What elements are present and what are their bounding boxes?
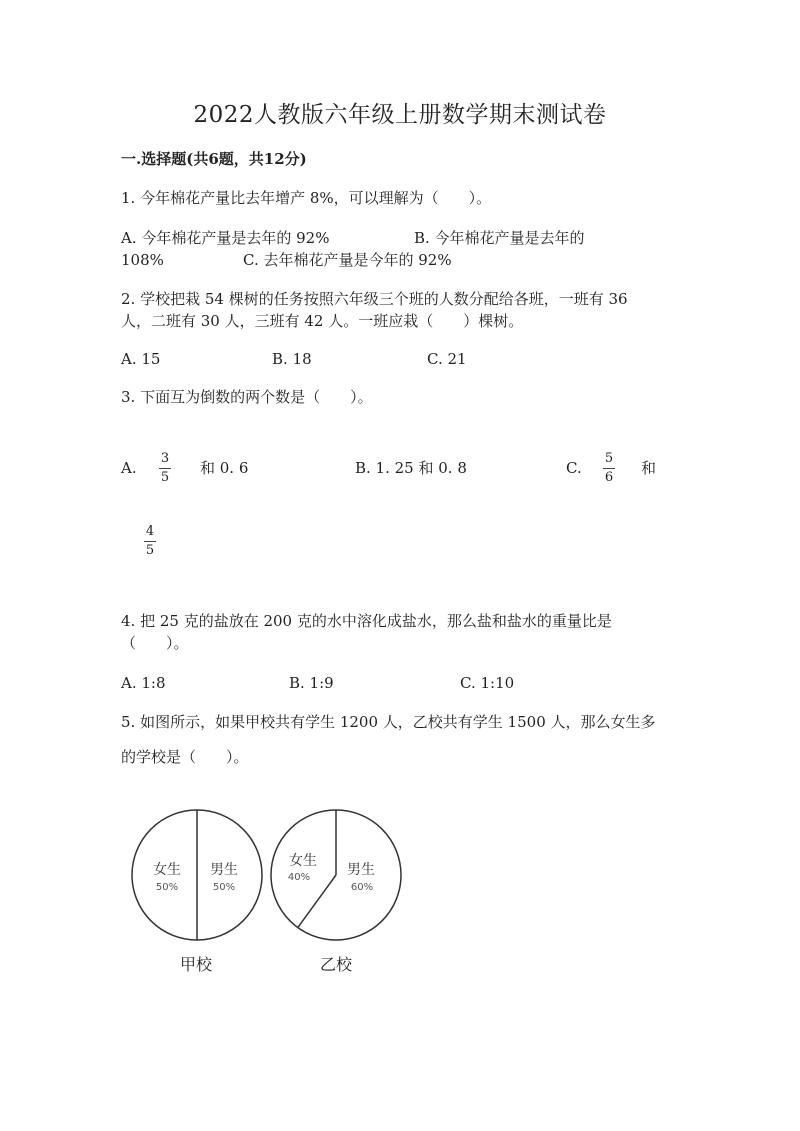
fraction-denominator: 6 [604,470,614,485]
fraction-numerator: 3 [160,451,170,466]
q1-option-c: C. 去年棉花产量是今年的 92% [243,251,452,269]
q3-option-a-label: A. [121,459,137,477]
fraction-denominator: 5 [160,470,170,485]
pie-chart-school-yi [271,810,401,974]
fraction-numerator: 5 [604,451,614,466]
q4-stem-line2: （ ）。 [121,634,189,652]
q3-option-c-label: C. [566,459,582,477]
fraction-denominator: 5 [145,543,155,558]
pie-title: 乙校 [319,955,353,974]
q3-option-b: B. 1. 25 和 0. 8 [355,459,467,477]
slice-percent-boys: 60% [350,882,374,893]
q5-stem-line1: 5. 如图所示，如果甲校共有学生 1200 人，乙校共有学生 1500 人，那么女生多 [121,713,656,731]
slice-label-girls: 女生 [289,853,317,869]
pie-chart-school-jia [132,810,262,974]
slice-percent-girls: 40% [287,872,311,883]
q4-option-b: B. 1:9 [289,674,334,692]
q3-stem: 3. 下面互为倒数的两个数是（ ）。 [121,388,373,406]
q2-option-c: C. 21 [427,350,467,368]
q4-option-a: A. 1:8 [121,674,166,692]
q3-option-c-rest: 和 [641,459,657,477]
slice-percent-girls: 50% [155,882,179,893]
q2-option-a: A. 15 [121,350,161,368]
q2-stem-line1: 2. 学校把栽 54 棵树的任务按照六年级三个班的人数分配给各班，一班有 36 [121,290,628,308]
q5-stem-line2: 的学校是（ ）。 [121,748,249,766]
slice-label-boys: 男生 [210,862,238,878]
slice-percent-boys: 50% [212,882,236,893]
fraction-numerator: 4 [145,524,155,539]
q3-option-a-rest: 和 0. 6 [200,459,249,477]
q2-stem-line2: 人，二班有 30 人，三班有 42 人。一班应栽（ ）棵树。 [121,312,524,330]
pie-title: 甲校 [179,955,213,974]
slice-label-girls: 女生 [153,862,181,878]
page-title: 2022人教版六年级上册数学期末测试卷 [193,102,607,128]
q1-stem: 1. 今年棉花产量比去年增产 8%，可以理解为（ ）。 [121,189,492,207]
q1-option-b: B. 今年棉花产量是去年的 [414,229,585,247]
q4-stem-line1: 4. 把 25 克的盐放在 200 克的水中溶化成盐水，那么盐和盐水的重量比是 [121,612,612,630]
section-heading: 一.选择题(共6题，共12分) [121,150,307,168]
q1-option-a: A. 今年棉花产量是去年的 92% [121,229,330,247]
slice-label-boys: 男生 [347,862,375,878]
q1-option-b-continued: 108% [121,251,164,269]
q2-option-b: B. 18 [272,350,312,368]
q4-option-c: C. 1:10 [460,674,515,692]
